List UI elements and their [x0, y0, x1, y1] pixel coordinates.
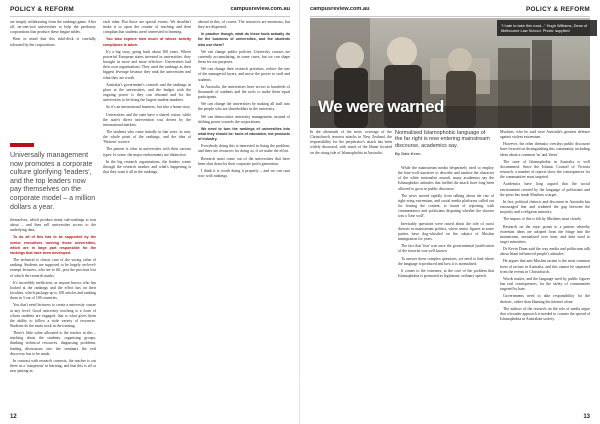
paragraph: So it's an international business, but also a home story. [106, 105, 191, 110]
paragraph: The technical is classic case of the wrong value of ranking. Students are supposed to be largely on-level-exempt lecturers, who are to fill, post the precious lost of which the research marks. [10, 258, 96, 278]
paragraph: The news moved rapidly from talking about the rise of right-wing extremism, and social media platforms called out for hosting the content, to issues of reporting, with commentators and politicians disputing whether the shooter was a 'lone wolf'. [398, 193, 494, 219]
paragraph-subhead: You also explore how much of whose activity compliance is taken. [103, 37, 191, 47]
paragraph-subhead: We need to turn the rankings of universities into what they should be: tools of education, not products of industry. [198, 126, 290, 142]
right-column-2 [500, 130, 590, 412]
paragraph: The authors of the research on the role of media argue that a broader approach is needed to counter the spread of Islamophobia in Australian society. [500, 306, 590, 321]
paragraph: Muslims, who he said were Australia's greatest defence against violent extremism. [500, 130, 590, 140]
quote-accent-bar [10, 143, 34, 147]
paragraph: Everybody doing this is interested in fixing the problem, and there are resources for doing so, if we make the effort. [198, 144, 290, 154]
paragraph: The fact that 'fear' was once the governmental justification of the terrorist was well known. [398, 244, 494, 254]
right-column-1-lead [310, 130, 392, 412]
paragraph: themselves, which produce many sub-rankings to tout about – and then sell universities access to the underlying data. [10, 218, 96, 233]
paragraph: We can democratise university management, instead of shifting power towards the corporations. [198, 114, 290, 124]
left-column-3 [198, 20, 290, 412]
section-label: POLICY & REFORM [525, 6, 590, 13]
byline: By Dale Keen [395, 150, 421, 156]
paragraph: We can change public policies. University courses are currently accumulating, in some cases, but we can shape them for our purposes. [198, 49, 290, 65]
site-url[interactable]: campusreview.com.au [310, 6, 370, 12]
paragraph-subhead: To do all of this has to be supported by the senior executives running those universities, which are in large part responsible for the rankings that have been developed. [10, 235, 96, 255]
paragraph: abroad in this, of course. The resources are enormous, but they are dispersed. [198, 20, 290, 30]
photo-caption-text: "I hate to take this road..." Hugh Williams, Dean of Melbourne Law School. Photo: supplied [501, 23, 588, 33]
paragraph: Universities and the state have a shared vision, while the state's direct intervention was driven by the international markets. [103, 112, 191, 127]
paragraph: The students who came initially to that were, in turn, the whole point of the rankings, and the idea of 'Western' science. [103, 129, 191, 145]
section-label: POLICY & REFORM [10, 6, 75, 13]
article-headline: We were warned [318, 97, 444, 116]
paragraph: You don't need lecturers to create a university course at any level. Good university teaching is a form of whom students are engaged, that is what gives them the ability to follow a wide variety of resources. Students do the main work in the training. [10, 303, 96, 328]
page-number: 12 [10, 414, 17, 420]
left-column-1-top [10, 20, 96, 138]
photo-caption [497, 20, 597, 36]
paragraph: Research must come out of the universities that have been shut down by their corporate profit generation. [198, 156, 290, 166]
paragraph: It's a big story, going back about 100 years. Where powerful European states invested in universities, they brought in more and more effective. Universities had their own organisations. They used the rankings as their biggest leverage because they rank the universities and what they are worth. [103, 49, 191, 80]
paragraph: The pattern is clear in universities with their various types. In some, the major endowments are distinctive. [103, 147, 191, 157]
right-column-1 [398, 166, 494, 412]
header-rule [310, 16, 590, 17]
header-rule [10, 16, 290, 17]
paragraph: In Australia, the universities have access to hundreds of thousands of students and the tools to make them equal participants. [198, 84, 290, 100]
paragraph: The impact of this is felt by Muslims most closely. [503, 217, 582, 222]
left-column-1-bottom [10, 218, 96, 410]
pull-quote [10, 143, 96, 211]
paragraph: Inevitably questions were raised about the role of racist rhetoric in mainstream politics, where senior figures in some parties have dog-whistled on the subject of Muslim immigration for years. [398, 221, 494, 242]
paragraph: Words matter, and the language used by public figures has real consequences, for the safety of communities targeted by hate. [500, 276, 590, 292]
paragraph: Australia's government's controls and the rankings in place at the universities, and the budget with the ongoing power is they can rebound and for the universities to be doing the largest student numbers. [103, 82, 191, 103]
paragraph: I think it is worth doing it properly – and we can start now with rankings. [198, 168, 290, 179]
paragraph: It's incredibly inefficient, as anyone knows who has looked at the rankings and the effect has on their faculties, which package up to 100 articles and ranking them in 3 out of 100 countries. [10, 280, 96, 301]
paragraph: In the big research organisations, the leaders create through the research market, and what's happening is that they want it all in the rankings. [103, 159, 191, 175]
pull-quote-text: Universally management now promotes a corporate culture glorifying 'leaders', and the top leaders now pay themselves on the corporate model – a million dollars a year. [10, 151, 96, 211]
paragraph: It comes to the extremes, at the core of the problem that Islamophobia is promoted as legitimate, ordinary speech. [398, 268, 494, 278]
paragraph: There's little value allocated to the teacher in this – teaching about the students, organising groups, thinking technical resources, diagnosing problems, leading discussions into the seminars the real discovery has to be made. [10, 331, 96, 356]
paragraph: In the aftermath of the news coverage of the Christchurch terrorist attacks in New Zealand, the responsibility for the perpetrator's attack has been widely discussed, with much of the blame focused on the rising tide of Islamophobia in Australia. [310, 130, 392, 155]
paragraph: We can change their research priorities, reduce the size of the managerial layers, and move the power to staff and students. [198, 67, 290, 82]
paragraph: While the mainstream media desperately tried to employ the lone-wolf narrative to describe and sanitise the character of the white nationalist assault, many academics say the Islamophobic attitudes that fuelled the attack have long been allowed to grow in public discourse. [398, 166, 494, 191]
standfirst [395, 130, 491, 156]
paragraph: He argues that anti-Muslim racism is the most common form of racism in Australia, and this cannot be separated from the events in Christchurch. [500, 259, 590, 274]
paragraph: Bear in mind that this tidal-deck is carefully tolerated by the corporations. [10, 37, 96, 47]
paragraph: Research on the topic points to a pattern whereby extremist ideas are adopted from the fringe into the mainstream, normalised over time, and then used to target minorities. [500, 224, 590, 244]
site-url[interactable]: campusreview.com.au [230, 6, 290, 12]
paragraph: Academics have long argued that the social environment created by the language of politicians and the press has made Muslims a target. [500, 182, 590, 197]
paragraph: We can change the universities by making all staff into the people who are shareholders in the university. [198, 102, 290, 112]
standfirst-text: Normalised Islamophobic language of the far right is now entering mainstream discourse, academics say. [395, 130, 490, 149]
paragraph: However, the other thematic overlays public discourse have focused on distinguishing this community, including ideas about a common 'us' and 'them'. [500, 142, 590, 157]
page-number: 13 [583, 414, 590, 420]
paragraph: Dr Kevin Dunn said the way media and politicians talk about Islam influenced people's attitudes. [500, 247, 590, 257]
paragraph-subhead: In practice though, what do these tools actually do for the business of universities, and the students who use them? [198, 32, 290, 47]
paragraph: In contrast with research contexts, the teacher is out there as a 'competent' in learning, and that this is all or new putting in. [10, 358, 96, 374]
paragraph: To answer these complex questions, we need to find where the language is produced and how it is normalised. [398, 256, 494, 266]
left-column-2 [103, 20, 191, 412]
paragraph: each other. But those are special events. We shouldn't make it so open the routine of teaching and then complain that students aren't interested in learning. [103, 20, 191, 35]
paragraph: are simply withdrawing from the rankings game. After all, on-one-tool universities to help the predatory corporations that produce these league tables. [10, 20, 96, 35]
paragraph: In fact, political rhetoric and discourse in Australia has encouraged fear and widened the gap between the majority and a religious minority. [500, 199, 590, 215]
paragraph: Governments need to take responsibility for the rhetoric, rather than blaming the internet alone. [500, 294, 590, 304]
paragraph: The state of Islamophobia in Australia is well documented. Since the Islamic Council of Victoria research, a number of reports show the consequences for the communities most targeted. [500, 159, 590, 180]
